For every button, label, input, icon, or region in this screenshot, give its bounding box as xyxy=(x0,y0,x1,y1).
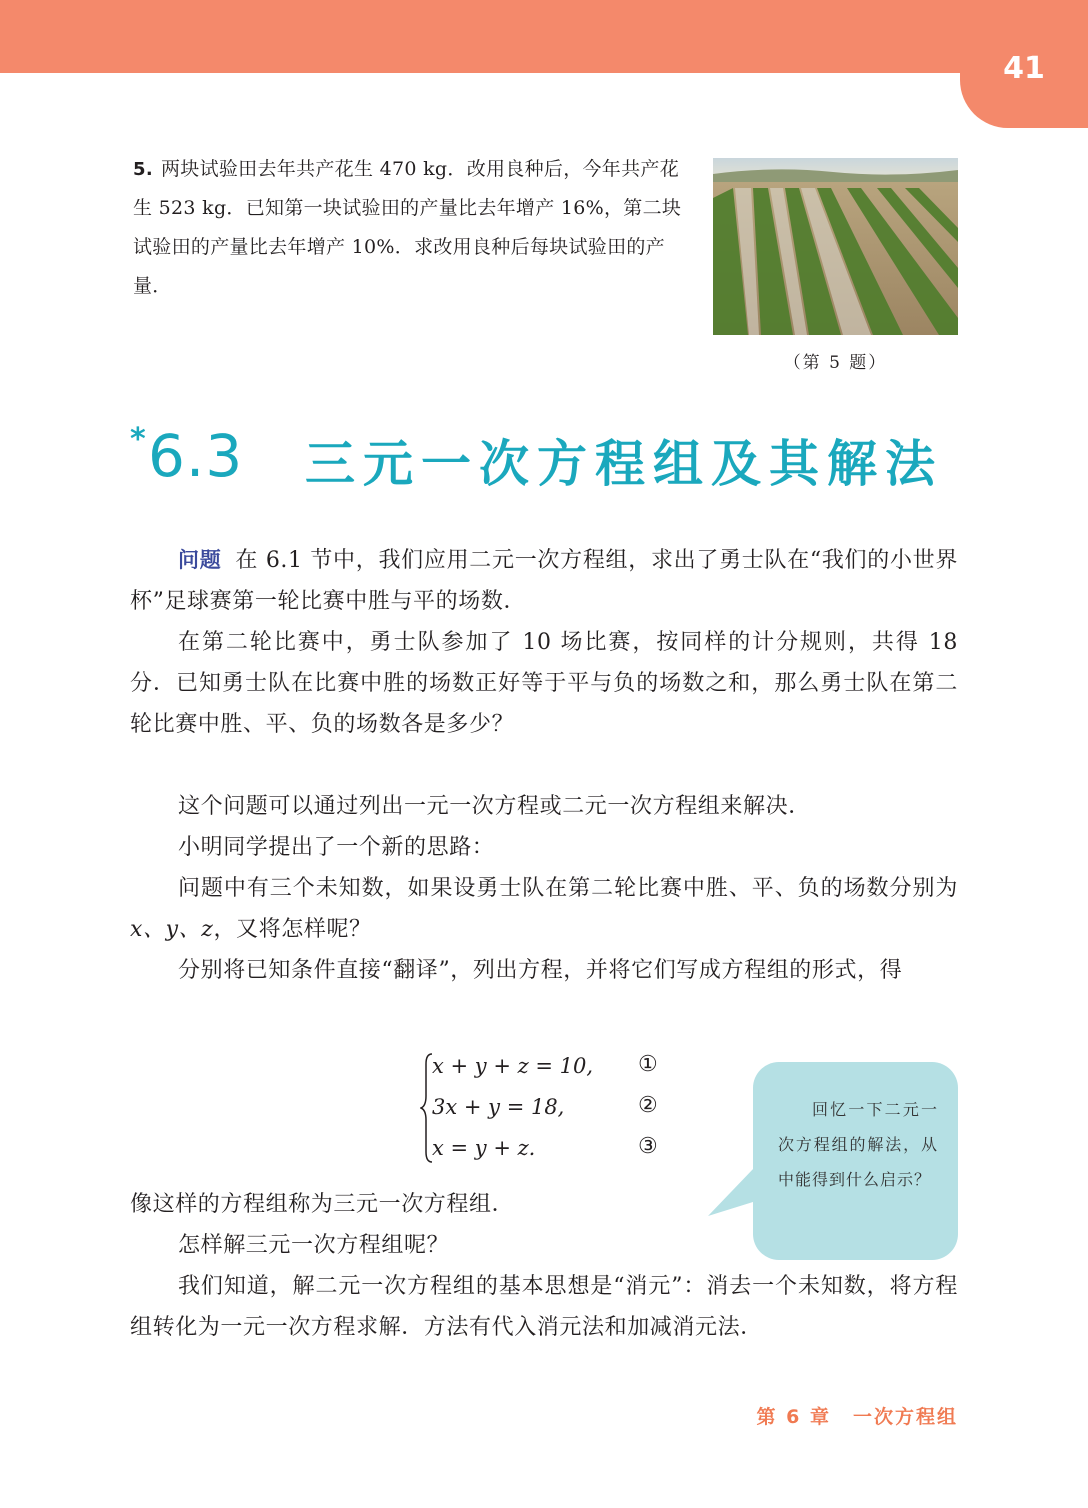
equation-3-mark: ③ xyxy=(638,1134,658,1159)
problem-paragraph-1 xyxy=(130,540,958,622)
optional-section-star: * xyxy=(130,422,146,457)
body-paragraph-7: 像这样的方程组称为三元一次方程组． xyxy=(130,1192,515,1217)
section-title: 三元一次方程组及其解法 xyxy=(305,435,943,493)
header-bar xyxy=(0,0,1088,73)
body-paragraph-8: 怎样解三元一次方程组呢？ xyxy=(178,1233,450,1258)
equation-2-mark: ② xyxy=(638,1093,658,1118)
page-footer xyxy=(757,1402,958,1429)
exercise-5 xyxy=(133,150,693,306)
footer-chapter: 第 6 章 xyxy=(756,1406,831,1428)
page-number: 41 xyxy=(960,0,1088,128)
exercise-text: 两块试验田去年共产花生 470 kg．改用良种后，今年共产花生 523 kg．已知第一块试验田的产量比去年增产 16%，第二块试验田的产量比去年增产 10%．求改用良种后每块试验田的产量． xyxy=(133,158,682,297)
body-paragraph-9: 我们知道，解二元一次方程组的基本思想是“消元”：消去一个未知数，将方程组转化为一元一次方程求解．方法有代入消元法和加减消元法． xyxy=(130,1274,958,1340)
p5-text-a: 问题中有三个未知数，如果设勇士队在第二轮比赛中胜、平、负的场数分别为 xyxy=(178,876,958,901)
body-paragraph-6: 分别将已知条件直接“翻译”，列出方程，并将它们写成方程组的形式，得 xyxy=(178,958,903,983)
body-paragraph-4: 小明同学提出了一个新的思路： xyxy=(178,835,495,860)
body-paragraph-5 xyxy=(130,868,958,950)
tip-text: 回忆一下二元一次方程组的解法，从中能得到什么启示？ xyxy=(778,1100,938,1189)
equation-2: 3x + y = 18, xyxy=(432,1095,565,1119)
figure-caption: （第 5 题） xyxy=(783,353,888,373)
footer-title: 一次方程组 xyxy=(852,1406,958,1428)
peanut-field-photo xyxy=(713,158,958,335)
exercise-number: 5. xyxy=(133,159,153,180)
body-paragraph-3: 这个问题可以通过列出一元一次方程或二元一次方程组来解决． xyxy=(178,794,811,819)
equation-1: x + y + z = 10, xyxy=(432,1054,594,1078)
equation-1-mark: ① xyxy=(638,1052,658,1077)
p5-variables: x、y、z xyxy=(130,917,214,942)
problem-paragraph-2: 在第二轮比赛中，勇士队参加了 10 场比赛，按同样的计分规则，共得 18 分．已知勇士队在比赛中胜的场数正好等于平与负的场数之和，那么勇士队在第二轮比赛中胜、平、负的场数各是多少？ xyxy=(130,630,958,737)
equation-3: x = y + z. xyxy=(432,1136,536,1160)
problem-text-1: 在 6.1 节中，我们应用二元一次方程组，求出了勇士队在“我们的小世界杯”足球赛第一轮比赛中胜与平的场数． xyxy=(130,548,958,614)
section-number: 6.3 xyxy=(148,422,244,490)
p5-text-b: ，又将怎样呢？ xyxy=(213,917,372,942)
problem-label: 问题 xyxy=(178,548,222,572)
equation-system xyxy=(420,1048,680,1168)
